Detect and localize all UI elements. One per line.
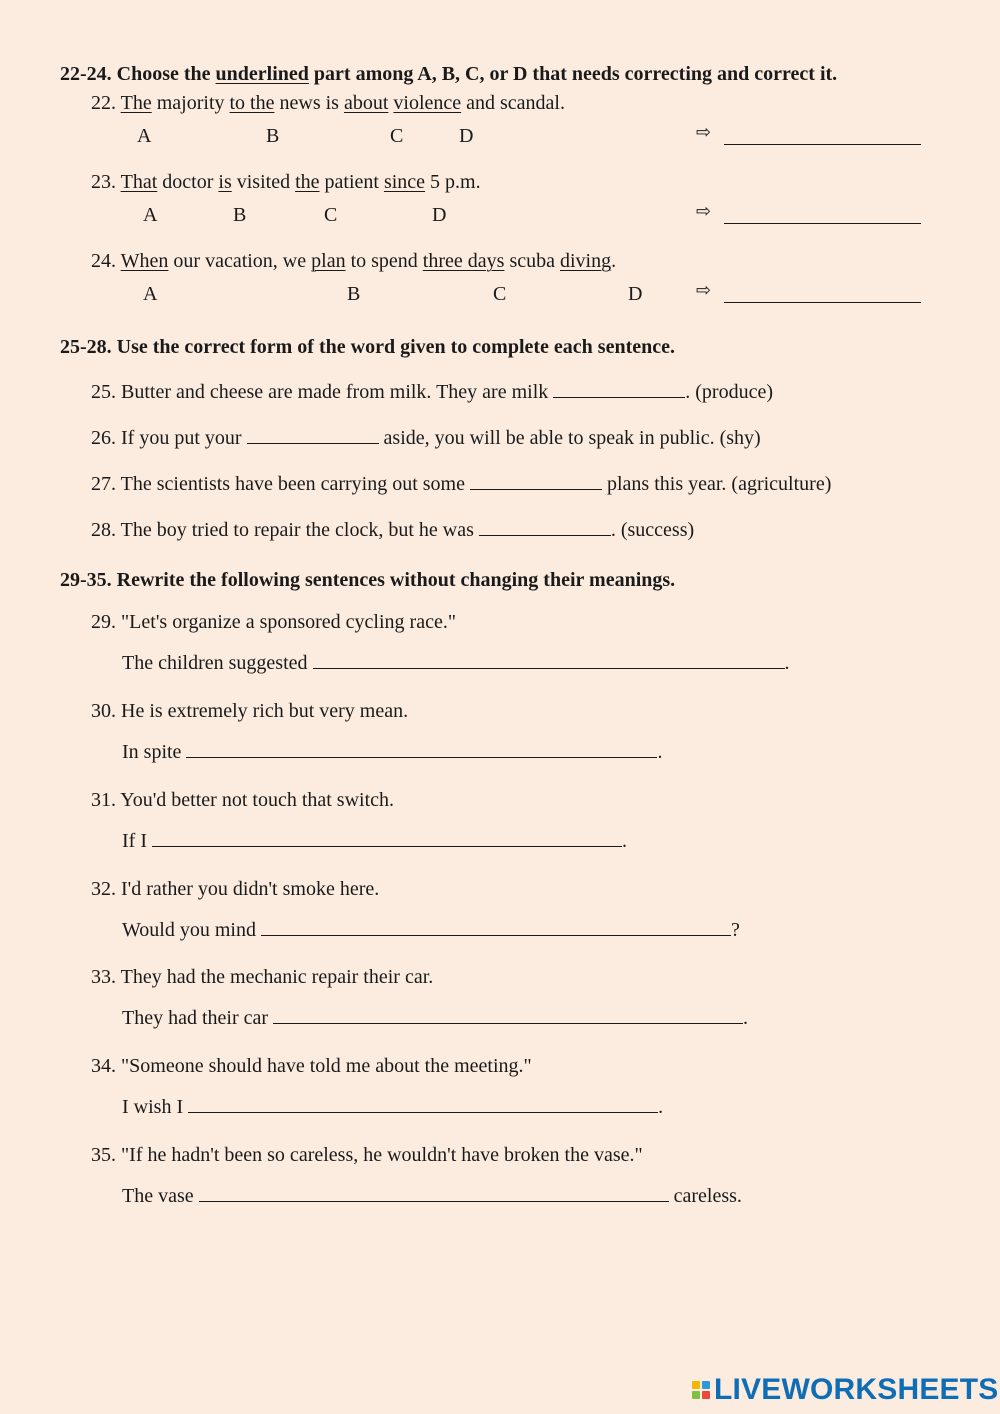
q35-answer-input[interactable] [199, 1183, 669, 1202]
question-31: 31. You'd better not touch that switch. [91, 789, 395, 811]
q23-option-c: C [324, 204, 338, 226]
logo-block [692, 1381, 700, 1389]
q26-answer-input[interactable] [247, 425, 379, 444]
q22-option-c: C [390, 125, 404, 147]
q33-answer-input[interactable] [273, 1005, 743, 1024]
q31-answer-input[interactable] [152, 828, 622, 847]
question-30: 30. He is extremely rich but very mean. [91, 700, 409, 722]
question-33: 33. They had the mechanic repair their car. [91, 966, 434, 988]
rewrite-29: The children suggested . [122, 652, 790, 674]
logo-block [702, 1391, 710, 1399]
q30-answer-input[interactable] [186, 739, 657, 758]
question-25: 25. Butter and cheese are made from milk. They are milk . (produce) [91, 381, 773, 403]
q28-answer-input[interactable] [479, 517, 611, 536]
rewrite-32: Would you mind ? [122, 919, 740, 941]
q29-answer-input[interactable] [313, 650, 785, 669]
q34-answer-input[interactable] [188, 1094, 658, 1113]
q24-option-c: C [493, 283, 507, 305]
question-26: 26. If you put your aside, you will be able to speak in public. (shy) [91, 427, 761, 449]
logo-block [692, 1391, 700, 1399]
question-22: 22. The majority to the news is about violence and scandal. [91, 92, 565, 114]
question-32: 32. I'd rather you didn't smoke here. [91, 878, 380, 900]
logo-block [702, 1381, 710, 1389]
question-23: 23. That doctor is visited the patient since 5 p.m. [91, 171, 481, 193]
section-title-25-28: 25-28. Use the correct form of the word given to complete each sentence. [60, 336, 675, 358]
rewrite-30: In spite . [122, 741, 663, 763]
question-35: 35. "If he hadn't been so careless, he wouldn't have broken the vase." [91, 1144, 643, 1166]
question-34: 34. "Someone should have told me about the meeting." [91, 1055, 532, 1077]
q32-answer-input[interactable] [261, 917, 731, 936]
question-24: 24. When our vacation, we plan to spend three days scuba diving. [91, 250, 617, 272]
section-title-22-24: 22-24. Choose the underlined part among A, B, C, or D that needs correcting and correct it. [60, 63, 838, 85]
liveworksheets-logo [692, 1375, 999, 1405]
q24-answer-input[interactable] [724, 284, 921, 303]
q27-answer-input[interactable] [470, 471, 602, 490]
q24-arrow-icon: ⇨ [696, 280, 712, 301]
q22-option-d: D [459, 125, 474, 147]
q23-option-b: B [233, 204, 247, 226]
q23-option-a: A [143, 204, 158, 226]
q23-option-d: D [432, 204, 447, 226]
q24-option-a: A [143, 283, 158, 305]
q22-option-b: B [266, 125, 280, 147]
q23-answer-input[interactable] [724, 205, 921, 224]
rewrite-34: I wish I . [122, 1096, 664, 1118]
question-29: 29. "Let's organize a sponsored cycling race." [91, 611, 456, 633]
rewrite-33: They had their car . [122, 1007, 749, 1029]
q22-answer-input[interactable] [724, 126, 921, 145]
q24-option-d: D [628, 283, 643, 305]
logo-text: LIVEWORKSHEETS [714, 1373, 999, 1406]
q25-answer-input[interactable] [553, 379, 685, 398]
q24-option-b: B [347, 283, 361, 305]
section-title-29-35: 29-35. Rewrite the following sentences without changing their meanings. [60, 569, 676, 591]
q22-arrow-icon: ⇨ [696, 122, 712, 143]
question-27: 27. The scientists have been carrying out some plans this year. (agriculture) [91, 473, 832, 495]
q22-option-a: A [137, 125, 152, 147]
rewrite-31: If I . [122, 830, 627, 852]
q23-arrow-icon: ⇨ [696, 201, 712, 222]
logo-blocks-icon [692, 1381, 710, 1399]
rewrite-35: The vase careless. [122, 1185, 742, 1207]
question-28: 28. The boy tried to repair the clock, but he was . (success) [91, 519, 695, 541]
